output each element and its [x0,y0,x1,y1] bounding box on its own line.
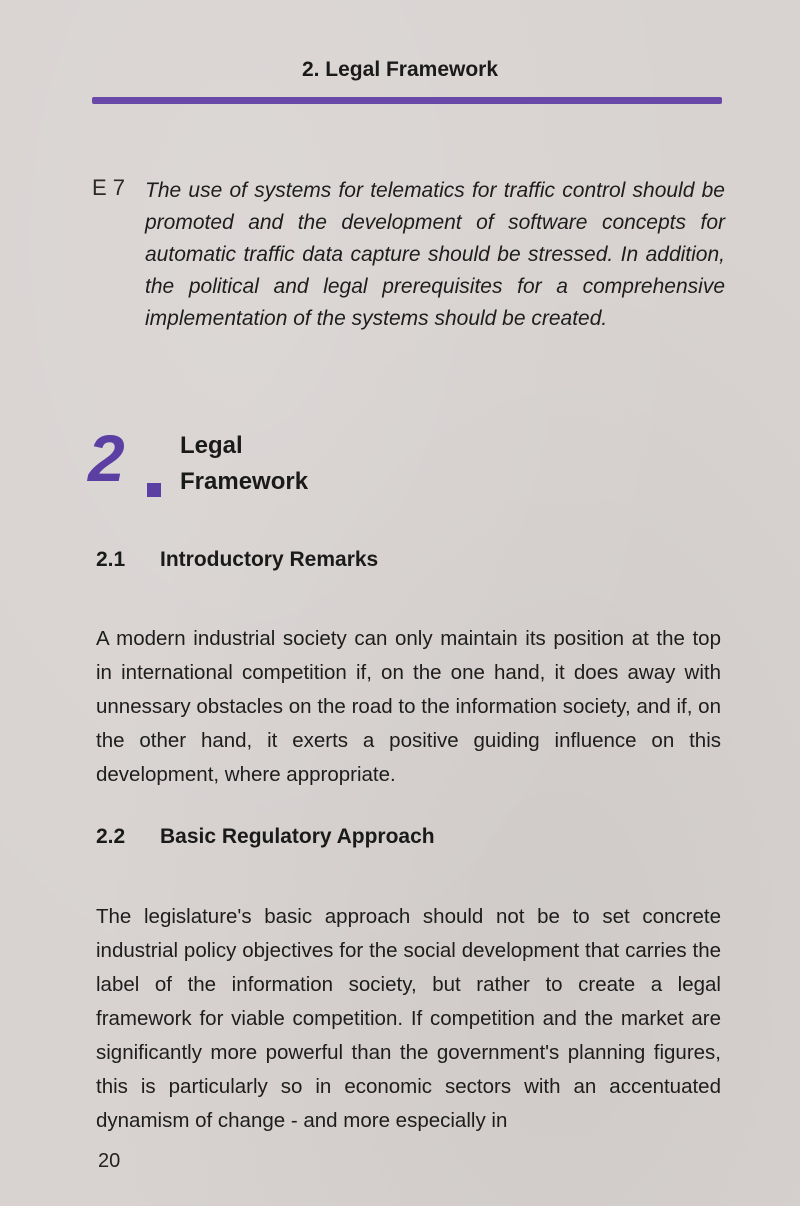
recommendation-label: E 7 [92,175,126,200]
section-body: The legislature's basic approach should not be to set concrete industrial policy objectives for the social development that carries the label of the information society, but rather to create a legal framework for viable competition. If competition and the market are significantly more powerful than the government's planning figures, this is particularly so in economic sectors with an accentuated dynamism of change - and more especially in [96,905,721,1132]
header-rule [92,97,722,104]
section-number: 2.2 [96,825,126,848]
chapter-title-line2: Framework [180,468,309,495]
section-body: A modern industrial society can only maintain its position at the top in international competition if, on the one hand, it does away with unnessary obstacles on the road to the information society, and if, on the other hand, it exerts a positive guiding influence on this development, where appropriate. [96,627,721,786]
chapter-number: 2 [88,421,125,495]
page-number: 20 [98,1150,121,1172]
chapter-title-line1: Legal [180,432,243,459]
recommendation-text: The use of systems for telematics for traffic control should be promoted and the development of software concepts for automatic traffic data capture should be stressed. In addition, the political and legal prerequisites for a comprehensive implementation of the systems should be created. [145,179,725,330]
section-number: 2.1 [96,548,126,571]
running-header: 2. Legal Framework [301,58,499,81]
section-title: Basic Regulatory Approach [160,825,435,848]
section-title: Introductory Remarks [160,548,379,571]
chapter-square-bullet [147,483,161,497]
